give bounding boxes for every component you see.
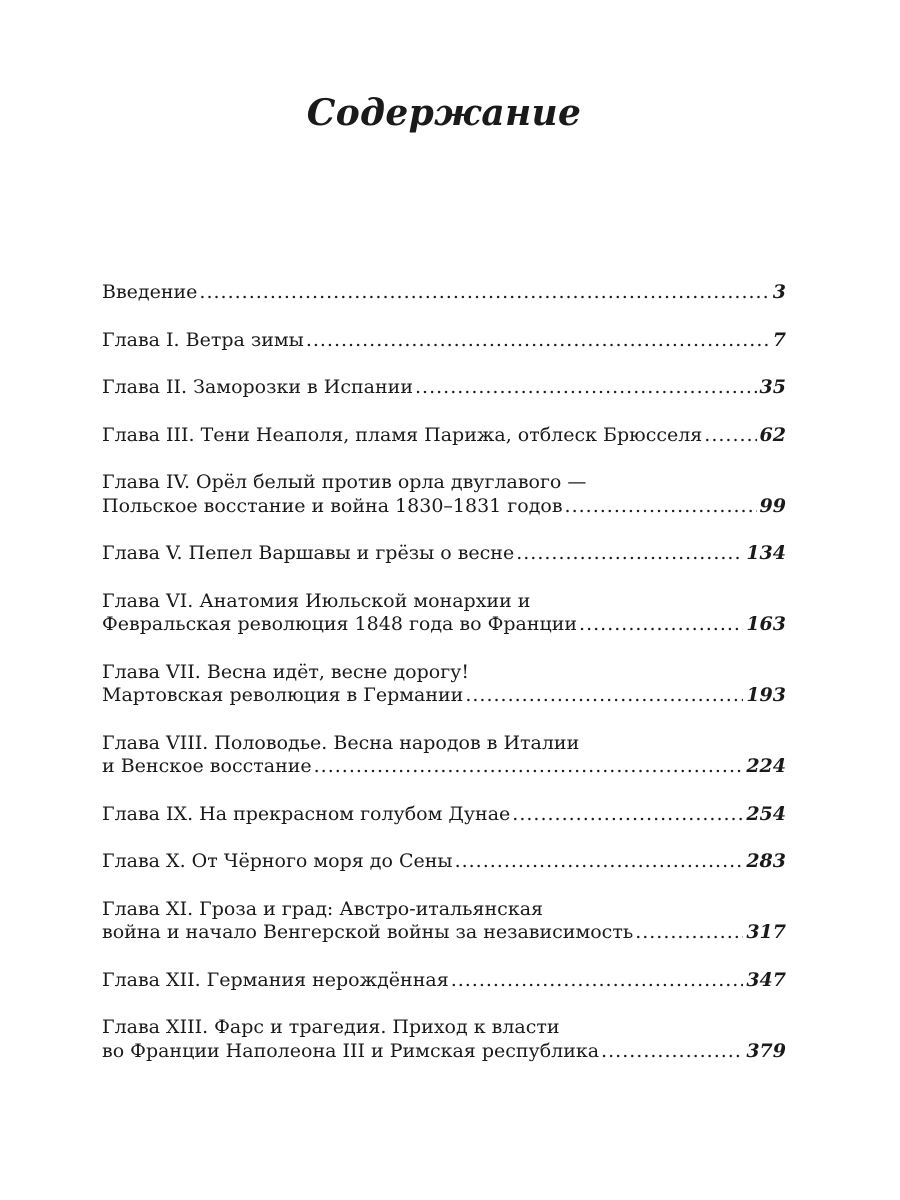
toc-entry-title-line: Глава IV. Орёл белый против орла двуглавого —: [102, 471, 587, 493]
toc-entry-line: [102, 542, 786, 566]
toc-entry-title: Глава V. Пепел Варшавы и грёзы о весне: [102, 542, 515, 564]
toc-page-number: 62: [759, 423, 786, 446]
toc-page-number: 347: [746, 968, 786, 991]
toc-page-number: 35: [759, 376, 786, 398]
toc-page-number: 379: [746, 1039, 786, 1062]
toc-entry[interactable]: [102, 281, 786, 305]
dot-leader: [415, 376, 757, 400]
toc-entry-title: Мартовская революция в Германии: [102, 684, 464, 706]
toc-entry-title: война и начало Венгерской войны за независимость: [102, 921, 634, 943]
toc-entry[interactable]: [102, 542, 786, 566]
toc-page-number: 193: [746, 684, 786, 706]
toc-page-number: 134: [746, 542, 786, 564]
toc-entry-line: [102, 281, 786, 305]
table-of-contents: [102, 281, 786, 1063]
toc-page-number: 254: [746, 802, 786, 825]
toc-entry-line: [102, 424, 786, 448]
toc-entry-title-line: Глава VIII. Половодье. Весна народов в Италии: [102, 731, 580, 754]
toc-entry-title: во Франции Наполеона III и Римская республика: [102, 1039, 600, 1062]
toc-entry[interactable]: [102, 803, 786, 827]
toc-entry-line: [102, 921, 786, 945]
dot-leader: [455, 850, 744, 874]
dot-leader: [565, 495, 757, 519]
toc-entry[interactable]: [102, 898, 786, 945]
toc-entry[interactable]: [102, 969, 786, 993]
toc-entry-title: Февральская революция 1848 года во Франции: [102, 613, 578, 635]
toc-entry[interactable]: [102, 590, 786, 637]
dot-leader: [512, 803, 743, 827]
dot-leader: [199, 281, 769, 305]
toc-page-number: 163: [746, 613, 786, 635]
toc-entry-title: Введение: [102, 281, 198, 303]
toc-entry-line: [102, 1040, 786, 1064]
toc-entry[interactable]: [102, 424, 786, 448]
toc-entry-line: [102, 613, 786, 637]
toc-entry-line: [102, 803, 786, 827]
toc-entry[interactable]: [102, 471, 786, 518]
dot-leader: [306, 329, 770, 353]
dot-leader: [579, 613, 743, 637]
toc-entry-line: [102, 969, 786, 993]
toc-entry[interactable]: [102, 732, 786, 779]
toc-entry-title: Глава III. Тени Неаполя, пламя Парижа, отблеск Брюсселя: [102, 423, 703, 446]
toc-entry-title: Глава XII. Германия нерождённая: [102, 968, 449, 991]
toc-entry-line: [102, 329, 786, 353]
toc-page-number: 224: [746, 755, 786, 777]
dot-leader: [451, 969, 744, 993]
toc-entry-line: [102, 755, 786, 779]
toc-entry-title-line: Глава VI. Анатомия Июльской монархии и: [102, 589, 531, 612]
toc-entry-title-line: Глава XIII. Фарс и трагедия. Приход к власти: [102, 1016, 560, 1038]
toc-entry-line: [102, 684, 786, 708]
toc-page-number: 283: [746, 850, 786, 872]
toc-entry-title: и Венское восстание: [102, 755, 312, 777]
toc-entry-line: [102, 850, 786, 874]
toc-entry-title: Глава II. Заморозки в Испании: [102, 376, 413, 398]
toc-entry[interactable]: [102, 661, 786, 708]
toc-page-number: 99: [759, 494, 786, 517]
toc-entry-title-line: Глава VII. Весна идёт, весне дорогу!: [102, 660, 469, 683]
toc-entry-line: [102, 495, 786, 519]
dot-leader: [516, 542, 743, 566]
toc-page-number: 3: [772, 281, 786, 303]
toc-page-number: 317: [746, 921, 786, 943]
toc-entry-title-line: Глава XI. Гроза и град: Австро-итальянская: [102, 897, 544, 920]
toc-entry-title: Глава I. Ветра зимы: [102, 328, 304, 351]
toc-entry-line: [102, 376, 786, 400]
dot-leader: [601, 1040, 743, 1064]
dot-leader: [314, 755, 744, 779]
toc-page-number: 7: [772, 328, 786, 351]
toc-entry-title: Глава IX. На прекрасном голубом Дунае: [102, 802, 511, 825]
toc-entry[interactable]: [102, 376, 786, 400]
toc-entry-title: Глава X. От Чёрного моря до Сены: [102, 850, 453, 872]
toc-entry-title: Польское восстание и война 1830–1831 годов: [102, 494, 563, 517]
dot-leader: [635, 921, 743, 945]
toc-entry[interactable]: [102, 850, 786, 874]
page-title: Содержание: [306, 92, 582, 134]
dot-leader: [704, 424, 756, 448]
dot-leader: [465, 684, 743, 708]
toc-entry[interactable]: [102, 1016, 786, 1063]
toc-entry[interactable]: [102, 329, 786, 353]
